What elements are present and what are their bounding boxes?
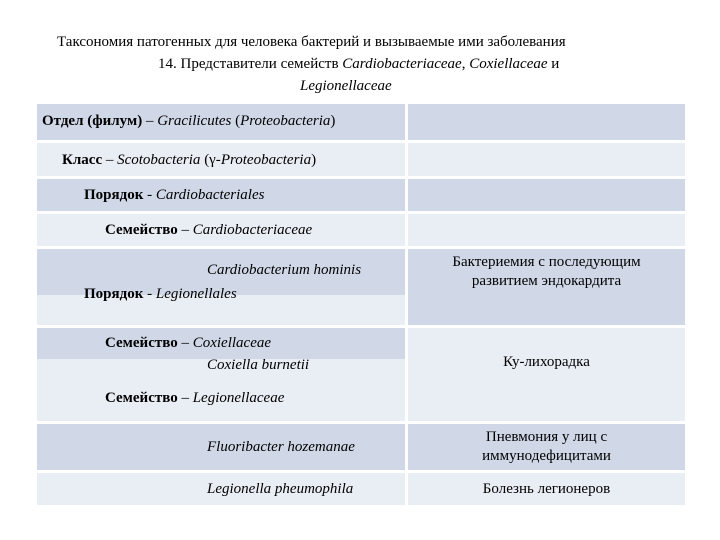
- disease-text: иммунодефицитами: [482, 448, 611, 464]
- disease-text: развитием эндокардита: [471, 273, 622, 289]
- disease-cell: [408, 179, 685, 211]
- species-label: Legionella pheumophila: [207, 481, 354, 497]
- disease-cell: [408, 214, 685, 246]
- species-label: Cardiobacterium hominis: [207, 262, 362, 278]
- phylum-label: Отдел (филум) – Gracilicutes (Proteobacteria): [42, 113, 336, 129]
- table-row: [37, 286, 685, 325]
- table-row: [37, 143, 685, 176]
- family-label: Семейство – Cardiobacteriaceae: [105, 222, 313, 238]
- disease-cell: [408, 424, 685, 470]
- species-label: Coxiella burnetii: [207, 357, 310, 373]
- table-row: [37, 104, 685, 140]
- disease-cell: [408, 104, 685, 140]
- disease-text: Ку-лихорадка: [503, 354, 590, 370]
- table-row: [37, 214, 685, 246]
- title-line-2: 14. Представители семейств Cardiobacteriaceae, Coxiellaceae и: [158, 56, 560, 72]
- disease-cell: [408, 143, 685, 176]
- family-label: Семейство – Legionellaceae: [105, 390, 285, 406]
- table-row: [37, 354, 685, 393]
- disease-cell: [408, 354, 685, 393]
- table-row: [37, 390, 685, 421]
- table-row: [37, 424, 685, 470]
- family-label: Семейство – Coxiellaceae: [105, 335, 272, 351]
- title-line-3: Legionellaceae: [300, 78, 392, 94]
- taxonomy-table: [37, 104, 685, 505]
- disease-text: Пневмония у лиц с: [485, 429, 608, 445]
- table-row: [37, 473, 685, 505]
- disease-text: Болезнь легионеров: [482, 480, 611, 497]
- disease-cell: [408, 393, 685, 421]
- class-label: Класс – Scotobacteria (γ-Proteobacteria): [62, 152, 317, 168]
- disease-cell: [408, 249, 685, 295]
- species-label: Fluoribacter hozemanae: [207, 439, 355, 455]
- order-label: Порядок - Cardiobacteriales: [84, 187, 265, 203]
- disease-cell: [408, 295, 685, 325]
- order-label: Порядок - Legionellales: [84, 286, 237, 302]
- disease-text: Бактериемия с последующим: [452, 254, 641, 270]
- title-line-1: Таксономия патогенных для человека бактерий и вызываемые ими заболевания: [57, 34, 566, 50]
- table-row: [37, 179, 685, 211]
- disease-cell: [408, 473, 685, 505]
